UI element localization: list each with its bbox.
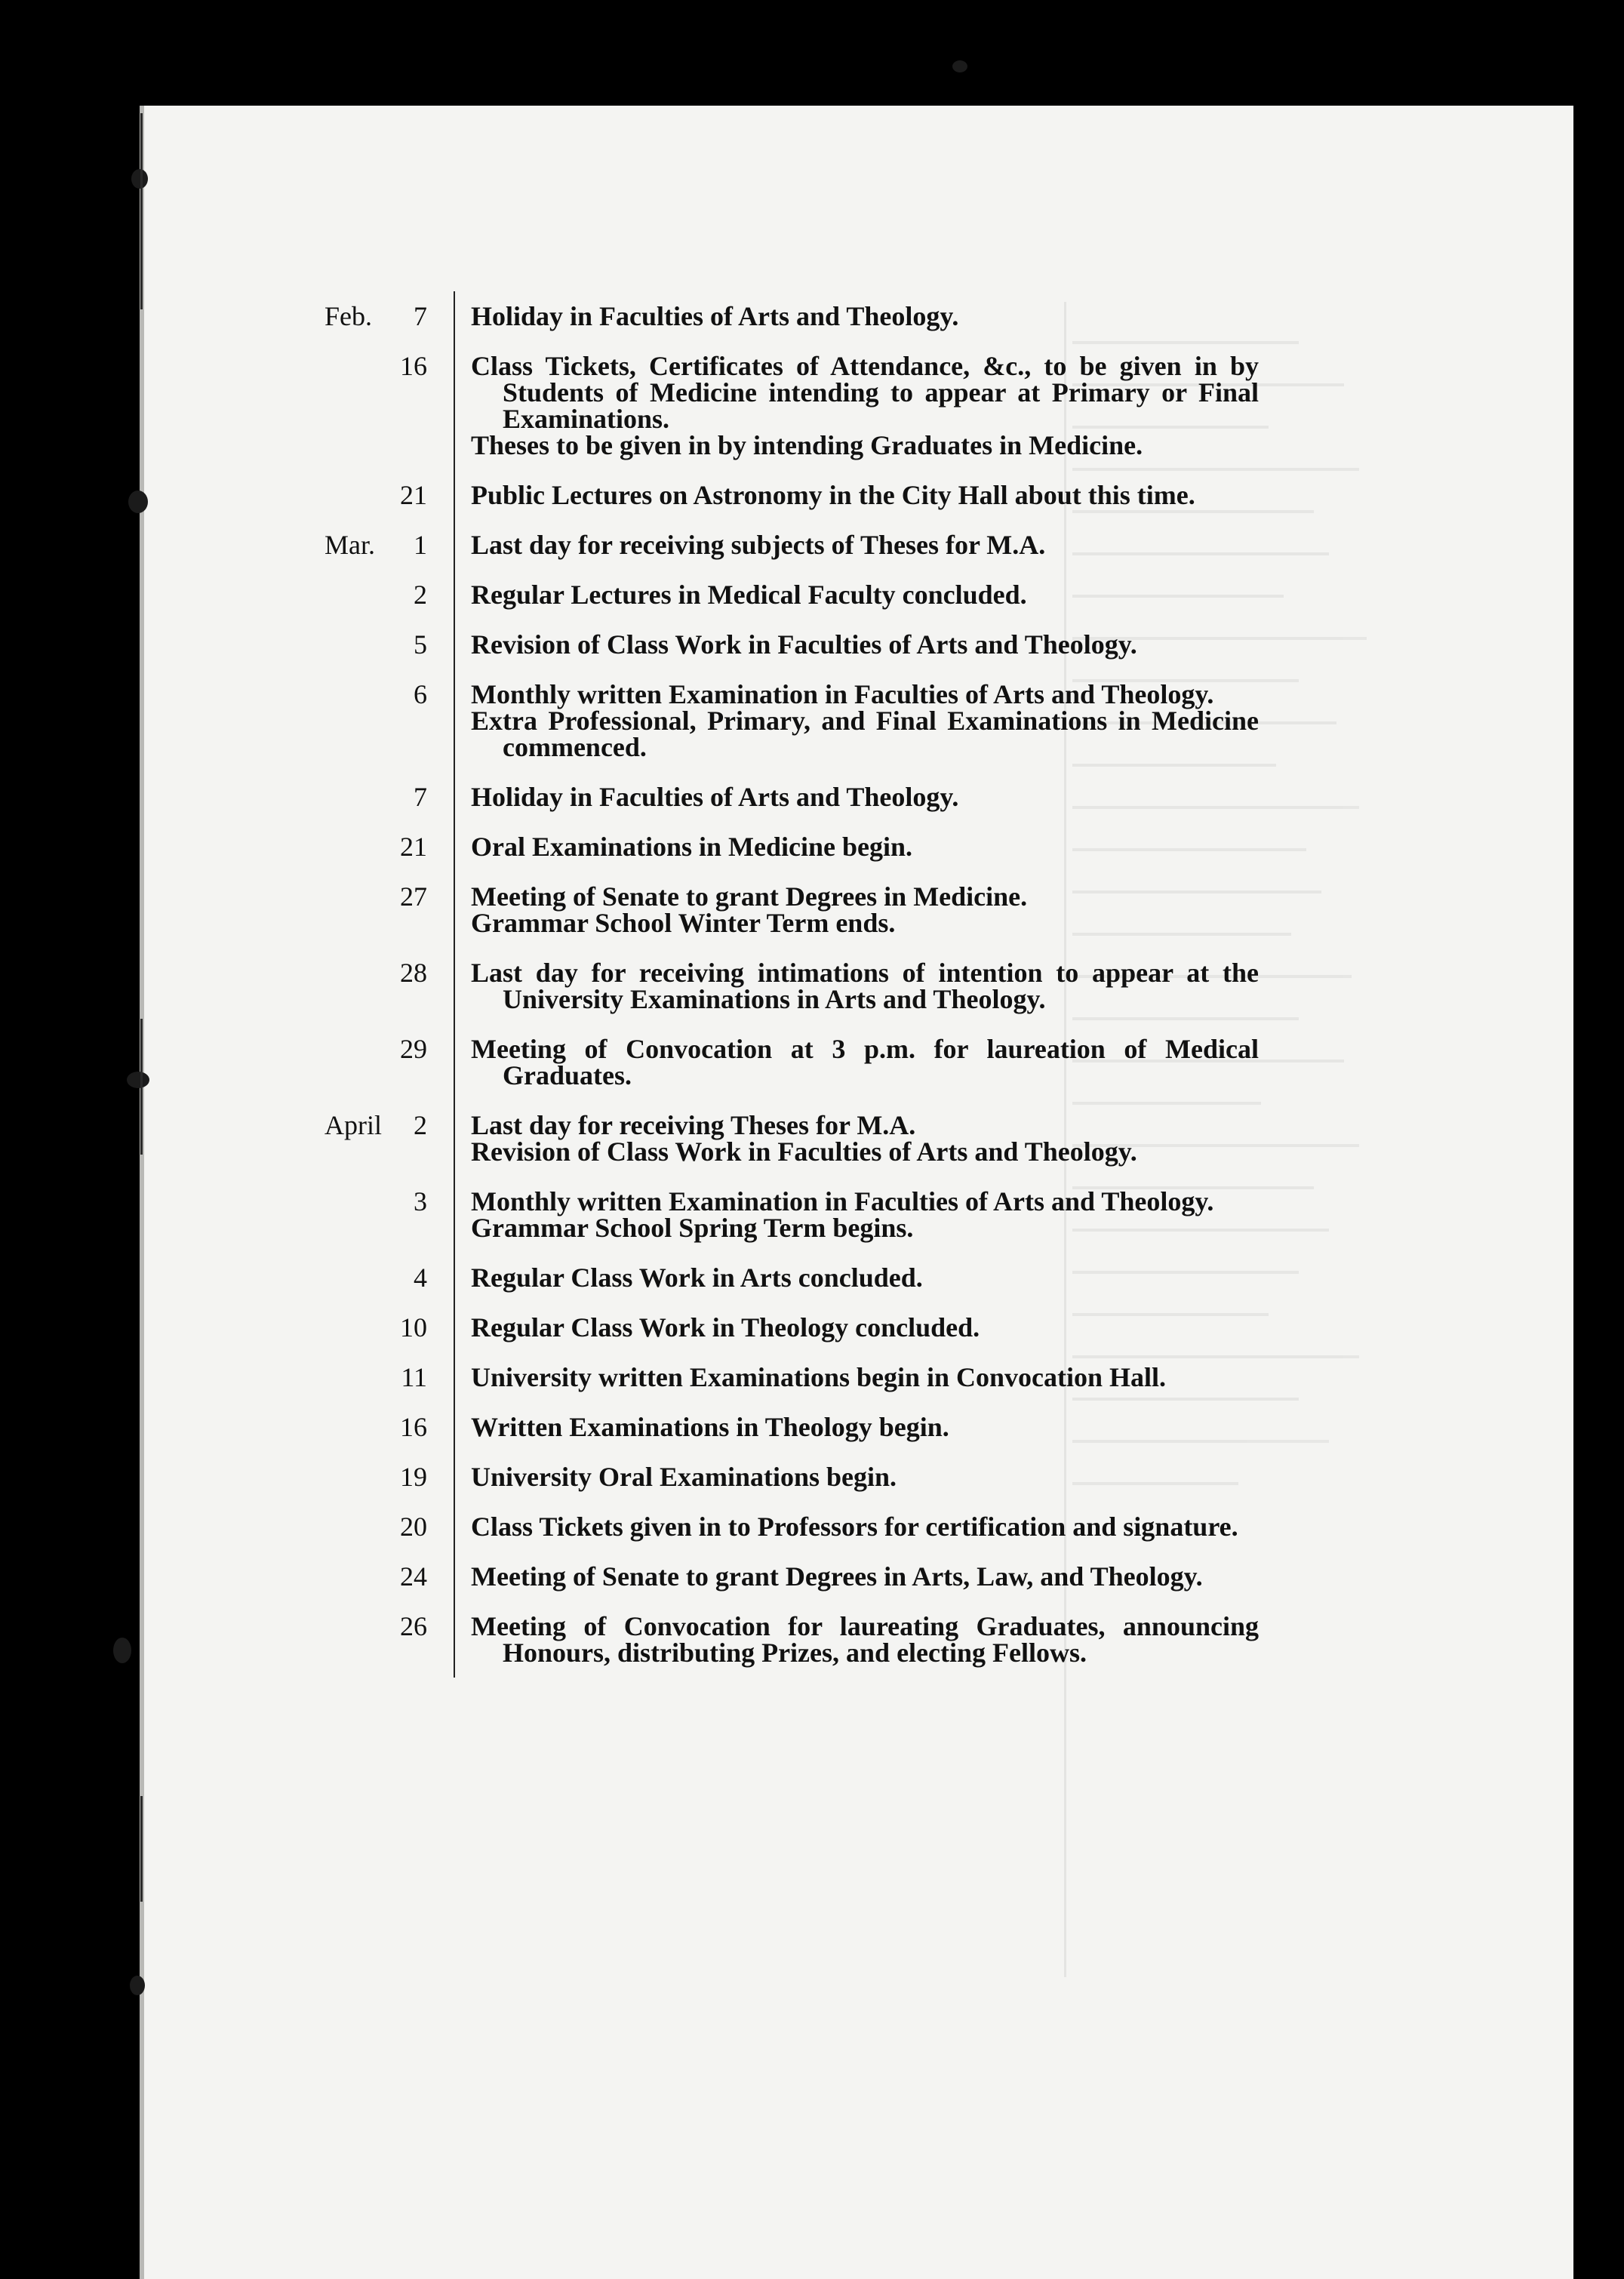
binding-speck xyxy=(130,1976,145,1995)
calendar-row xyxy=(0,353,1624,459)
event-text: Grammar School Spring Term begins. xyxy=(471,1213,914,1243)
calendar-row xyxy=(0,1112,1624,1165)
calendar-row xyxy=(0,784,1624,810)
day-number: 16 xyxy=(400,351,427,381)
binding-mark xyxy=(140,1796,143,1902)
event-entries xyxy=(471,1561,1259,1592)
month-label: April xyxy=(324,1110,382,1140)
calendar-row xyxy=(0,1265,1624,1291)
event-entries xyxy=(471,1186,1259,1243)
event-text: Meeting of Senate to grant Degrees in Medicine. xyxy=(471,881,1028,912)
event-text: Oral Examinations in Medicine begin. xyxy=(471,832,913,862)
binding-speck xyxy=(131,169,148,189)
day-number: 29 xyxy=(400,1034,427,1064)
column-rule xyxy=(454,948,455,1024)
calendar-row xyxy=(0,881,1624,938)
day-number: 3 xyxy=(414,1186,427,1216)
calendar-row xyxy=(0,532,1624,558)
calendar-row xyxy=(0,1364,1624,1391)
calendar-row xyxy=(0,303,1624,330)
calendar-row xyxy=(0,1613,1624,1666)
day-number: 1 xyxy=(414,530,427,560)
day-number: 24 xyxy=(400,1561,427,1592)
event-text: Regular Class Work in Arts concluded. xyxy=(471,1263,923,1293)
event-text: Monthly written Examination in Faculties of Arts and Theology. xyxy=(471,679,1214,709)
column-rule xyxy=(454,520,455,570)
day-number: 2 xyxy=(414,1110,427,1140)
month-label: Mar. xyxy=(324,530,375,560)
column-rule xyxy=(454,1100,455,1176)
day-number: 6 xyxy=(414,679,427,709)
event-text: Regular Lectures in Medical Faculty concluded. xyxy=(471,580,1027,610)
calendar-row xyxy=(0,1464,1624,1490)
event-text: Grammar School Winter Term ends. xyxy=(471,908,896,938)
event-entries xyxy=(471,1464,1259,1490)
column-rule xyxy=(454,291,455,341)
column-rule xyxy=(454,1502,455,1552)
day-number: 7 xyxy=(414,782,427,812)
event-text: Meeting of Convocation for laureating Graduates, announcing Honours, distributing Prizes, and electing Fellows. xyxy=(471,1611,1259,1668)
calendar-row xyxy=(0,1561,1624,1592)
column-rule xyxy=(454,822,455,872)
month-label: Feb. xyxy=(324,301,372,331)
day-number: 7 xyxy=(414,301,427,331)
event-text: Meeting of Convocation at 3 p.m. for laureation of Medical Graduates. xyxy=(471,1034,1259,1090)
day-number: 4 xyxy=(414,1263,427,1293)
event-entries xyxy=(471,353,1259,459)
event-entries xyxy=(471,1265,1259,1291)
event-entries xyxy=(471,1613,1259,1666)
event-text: Public Lectures on Astronomy in the City Hall about this time. xyxy=(471,480,1195,510)
column-rule xyxy=(454,1253,455,1303)
day-number: 2 xyxy=(414,580,427,610)
event-entries xyxy=(471,1312,1259,1342)
event-entries xyxy=(471,1036,1259,1089)
event-entries xyxy=(471,482,1259,509)
event-entries xyxy=(471,1112,1259,1165)
calendar-row xyxy=(0,1514,1624,1540)
day-number: 20 xyxy=(400,1512,427,1542)
day-number: 5 xyxy=(414,629,427,660)
calendar-row xyxy=(0,629,1624,660)
column-rule xyxy=(454,470,455,520)
event-text: Regular Class Work in Theology concluded. xyxy=(471,1312,980,1342)
column-rule xyxy=(454,1024,455,1100)
event-text: Revision of Class Work in Faculties of Arts and Theology. xyxy=(471,1136,1137,1167)
event-entries xyxy=(471,582,1259,608)
day-number: 27 xyxy=(400,881,427,912)
binding-speck xyxy=(952,60,967,72)
column-rule xyxy=(454,341,455,470)
calendar-row xyxy=(0,482,1624,509)
event-entries xyxy=(471,834,1259,860)
column-rule xyxy=(454,872,455,948)
day-number: 11 xyxy=(401,1362,427,1392)
column-rule xyxy=(454,1176,455,1253)
column-rule xyxy=(454,1352,455,1402)
event-text: University Oral Examinations begin. xyxy=(471,1462,897,1492)
column-rule xyxy=(454,1552,455,1601)
event-entries xyxy=(471,960,1259,1013)
event-text: Holiday in Faculties of Arts and Theology. xyxy=(471,782,959,812)
event-text: Last day for receiving subjects of Theses for M.A. xyxy=(471,530,1046,560)
day-number: 19 xyxy=(400,1462,427,1492)
event-entries xyxy=(471,532,1259,558)
column-rule xyxy=(454,772,455,822)
event-entries xyxy=(471,1514,1259,1540)
calendar-row xyxy=(0,681,1624,761)
column-rule xyxy=(454,1402,455,1452)
event-text: Extra Professional, Primary, and Final Examinations in Medicine commenced. xyxy=(471,706,1259,762)
column-rule xyxy=(454,1452,455,1502)
event-entries xyxy=(471,1414,1259,1441)
event-text: Written Examinations in Theology begin. xyxy=(471,1412,949,1442)
event-entries xyxy=(471,881,1259,938)
calendar-row xyxy=(0,1036,1624,1089)
calendar-row xyxy=(0,1312,1624,1342)
binding-mark xyxy=(140,113,143,309)
day-number: 10 xyxy=(400,1312,427,1342)
event-entries xyxy=(471,303,1259,330)
column-rule xyxy=(454,570,455,620)
column-rule xyxy=(454,1303,455,1352)
column-rule xyxy=(454,1601,455,1678)
event-text: Monthly written Examination in Faculties of Arts and Theology. xyxy=(471,1186,1214,1216)
event-entries xyxy=(471,784,1259,810)
day-number: 21 xyxy=(400,832,427,862)
calendar-list xyxy=(0,303,1624,1690)
event-text: Class Tickets, Certificates of Attendance, &c., to be given in by Students of Medicine intending to appear at Primary or Final Examinations. xyxy=(471,351,1259,434)
calendar-row xyxy=(0,582,1624,608)
event-text: Theses to be given in by intending Graduates in Medicine. xyxy=(471,430,1143,460)
calendar-row xyxy=(0,834,1624,860)
event-entries xyxy=(471,1364,1259,1391)
day-number: 21 xyxy=(400,480,427,510)
day-number: 28 xyxy=(400,958,427,988)
calendar-row xyxy=(0,960,1624,1013)
event-entries xyxy=(471,681,1259,761)
column-rule xyxy=(454,620,455,669)
day-number: 26 xyxy=(400,1611,427,1641)
event-text: Last day for receiving Theses for M.A. xyxy=(471,1110,916,1140)
event-text: University written Examinations begin in Convocation Hall. xyxy=(471,1362,1167,1392)
calendar-row xyxy=(0,1186,1624,1243)
column-rule xyxy=(454,669,455,772)
event-text: Holiday in Faculties of Arts and Theology. xyxy=(471,301,959,331)
event-text: Revision of Class Work in Faculties of Arts and Theology. xyxy=(471,629,1137,660)
event-text: Last day for receiving intimations of intention to appear at the University Examinations in Arts and Theology. xyxy=(471,958,1259,1014)
event-text: Meeting of Senate to grant Degrees in Arts, Law, and Theology. xyxy=(471,1561,1203,1592)
event-entries xyxy=(471,629,1259,660)
day-number: 16 xyxy=(400,1412,427,1442)
calendar-row xyxy=(0,1414,1624,1441)
event-text: Class Tickets given in to Professors for certification and signature. xyxy=(471,1512,1238,1542)
